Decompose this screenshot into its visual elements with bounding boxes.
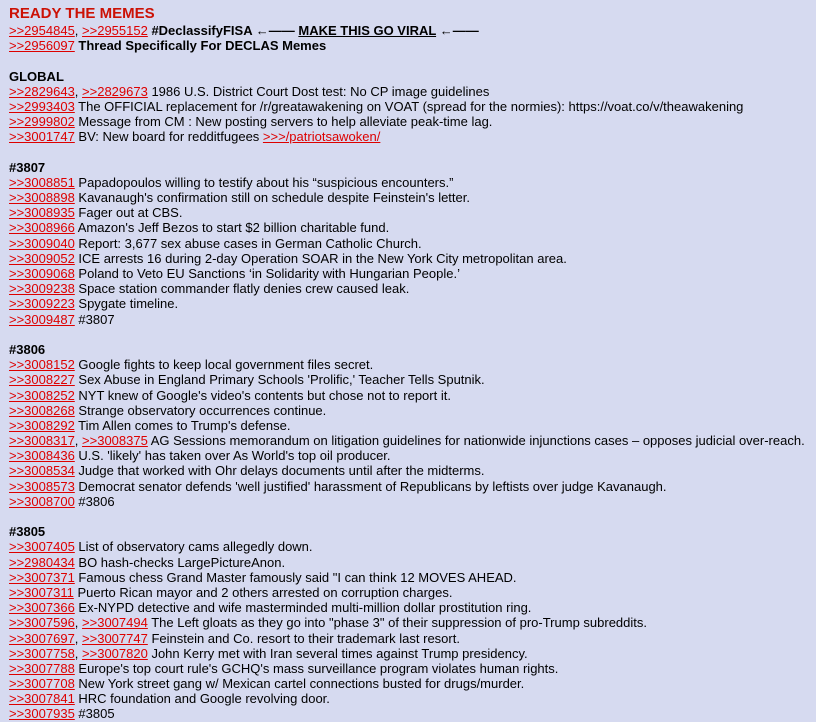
item-text: Europe's top court rule's GCHQ's mass surveillance program violates human rights. [74,660,559,676]
list-item [9,433,816,448]
post-link[interactable]: >>2829673 [82,83,148,99]
list-item [9,539,816,554]
list-item [9,600,816,615]
post-link[interactable]: >>3008700 [9,493,75,509]
board-link[interactable]: >>>/patriotsawoken/ [262,129,381,145]
item-text: List of observatory cams allegedly down. [74,539,313,555]
list-item [9,631,816,646]
list-item [9,129,816,144]
post-link[interactable]: >>3007366 [9,600,75,616]
item-text: Space station commander flatly denies crew caused leak. [74,281,410,297]
item-text: The Left gloats as they go into "phase 3" of their suppression of pro-Trump subreddits. [147,615,648,631]
list-item [9,99,816,114]
post-link[interactable]: >>3008252 [9,387,75,403]
post-link[interactable]: >>3008935 [9,205,75,221]
section-header: #3807 [9,159,46,175]
item-text: NYT knew of Google's video's contents but chose not to report it. [74,387,451,403]
item-text: U.S. 'likely' has taken over As World's top oil producer. [74,448,391,464]
item-text: John Kerry met with Iran several times against Trump presidency. [147,645,528,661]
post-link[interactable]: >>2999802 [9,114,75,130]
list-item [9,114,816,129]
declas-thread-line [9,38,816,53]
post-link[interactable]: >>3007758 [9,645,75,661]
item-text: Ex-NYPD detective and wife masterminded multi-million dollar prostitution ring. [74,600,532,616]
post-link[interactable]: >>3007311 [9,584,74,600]
post-link[interactable]: >>3007405 [9,539,75,555]
list-item [9,570,816,585]
post-link[interactable]: >>3007747 [82,630,148,646]
item-text: New York street gang w/ Mexican cartel connections busted for drugs/murder. [74,676,525,692]
list-item [9,615,816,630]
post-link[interactable]: >>3009068 [9,266,75,281]
post-link[interactable]: >>3007841 [9,691,75,707]
post-link[interactable]: >>2954845 [9,23,75,38]
list-item [9,205,816,220]
list-item [9,220,816,235]
post-link[interactable]: >>3007708 [9,676,75,692]
post-link[interactable]: >>3007820 [82,645,148,661]
post-link[interactable]: >>3009223 [9,296,75,312]
item-text: 1986 U.S. District Court Dost test: No CP image guidelines [147,83,490,99]
arrow-right: ←—— [436,23,479,38]
post-link[interactable]: >>2956097 [9,38,75,54]
post-link[interactable]: >>3008152 [9,357,75,373]
post-link[interactable]: >>2829643 [9,83,75,99]
post-link[interactable]: >>3007371 [9,569,75,585]
item-text: Sex Abuse in England Primary Schools 'Prolific,' Teacher Tells Sputnik. [74,372,485,388]
item-text: Poland to Veto EU Sanctions ‘in Solidarity with Hungarian People.’ [74,266,460,281]
list-item [9,448,816,463]
list-item [9,372,816,387]
post-link[interactable]: >>3008292 [9,417,75,433]
item-text: Judge that worked with Ohr delays documents until after the midterms. [74,463,485,479]
item-text: Spygate timeline. [74,296,179,312]
declassify-line [9,23,816,38]
link-separator: , [74,615,83,631]
item-text: Famous chess Grand Master famously said "I can think 12 MOVES AHEAD. [74,569,517,585]
list-item [9,418,816,433]
blank-line [9,509,816,524]
item-text: The OFFICIAL replacement for /r/greatawakening on VOAT (spread for the normies): https://voat.co/v/theawakening [74,98,744,114]
item-text: HRC foundation and Google revolving door. [74,691,330,707]
post-link[interactable]: >>3001747 [9,129,75,145]
post-link[interactable]: >>3008534 [9,463,75,479]
list-item [9,646,816,661]
link-separator: , [74,23,83,38]
item-text: BO hash-checks LargePictureAnon. [74,554,286,570]
notables-list [9,53,816,721]
list-item [9,479,816,494]
blank-line [9,53,816,68]
link-separator: , [74,630,83,646]
post-link[interactable]: >>3007697 [9,630,75,646]
item-text: Strange observatory occurrences continue. [74,402,327,418]
item-text: Message from CM : New posting servers to help alleviate peak-time lag. [74,114,493,130]
post-link[interactable]: >>3008573 [9,478,75,494]
list-item [9,84,816,99]
list-item [9,691,816,706]
list-item [9,175,816,190]
item-text: Papadopoulos willing to testify about his “suspicious encounters.” [74,174,454,190]
item-text: Report: 3,677 sex abuse cases in German Catholic Church. [74,235,422,251]
list-item [9,661,816,676]
post-link[interactable]: >>3008375 [82,433,148,449]
list-item [9,403,816,418]
list-item [9,388,816,403]
post-link[interactable]: >>3009052 [9,250,75,266]
list-item [9,463,816,478]
list-item [9,706,816,721]
post-link[interactable]: >>3007494 [82,615,148,631]
list-item [9,585,816,600]
list-item [9,296,816,311]
post-link[interactable]: >>3008317 [9,433,75,449]
post-link[interactable]: >>3008898 [9,190,75,206]
item-text: Amazon's Jeff Bezos to start $2 billion charitable fund. [74,220,390,236]
list-item [9,312,816,327]
item-text: Google fights to keep local government files secret. [74,357,374,373]
post-link[interactable]: >>3008268 [9,402,75,418]
section-header: #3805 [9,524,46,540]
item-text: ICE arrests 16 during 2-day Operation SOAR in the New York City metropolitan area. [74,250,567,266]
blank-line [9,145,816,160]
link-separator: , [74,83,83,99]
list-item [9,281,816,296]
post-link[interactable]: >>3008851 [9,174,75,190]
post-link[interactable]: >>2993403 [9,98,75,114]
list-item [9,190,816,205]
section-header: #3806 [9,341,46,357]
item-text: BV: New board for redditfugees [74,129,263,145]
link-separator: , [74,645,83,661]
item-text: #3805 [74,706,115,722]
item-text: #3807 [74,311,115,327]
post-link[interactable]: >>3007935 [9,706,75,722]
post-link[interactable]: >>3008966 [9,220,75,236]
item-text: Puerto Rican mayor and 2 others arrested on corruption charges. [73,584,453,600]
list-item [9,494,816,509]
list-item [9,357,816,372]
hashtag-text: #DeclassifyFISA [147,23,256,38]
post-link[interactable]: >>3008436 [9,448,75,464]
list-item [9,236,816,251]
item-text: Democrat senator defends 'well justified' harassment of Republicans by leftists over judge Kavanaugh. [74,478,667,494]
item-text: Tim Allen comes to Trump's defense. [74,417,291,433]
post-link[interactable]: >>3009040 [9,235,75,251]
list-item [9,266,816,281]
post-link[interactable]: >>3007596 [9,615,75,631]
post-link[interactable]: >>3007788 [9,660,75,676]
item-text: Fager out at CBS. [74,205,183,221]
list-item [9,555,816,570]
viral-text: MAKE THIS GO VIRAL [298,23,437,38]
post-link[interactable]: >>2955152 [82,23,148,38]
post-link[interactable]: >>3009487 [9,311,75,327]
item-text: AG Sessions memorandum on litigation guidelines for nationwide injunctions cases – opposes judicial over-reach. [147,433,805,449]
blank-line [9,327,816,342]
arrow-left: ←—— [255,23,299,38]
item-text: Kavanaugh's confirmation still on schedule despite Feinstein's letter. [74,190,470,206]
post-link[interactable]: >>3008227 [9,372,75,388]
post-link[interactable]: >>2980434 [9,554,75,570]
item-text: Feinstein and Co. resort to their trademark last resort. [147,630,460,646]
section-header: GLOBAL [9,68,64,84]
list-item [9,676,816,691]
item-text: #3806 [74,493,115,509]
link-separator: , [74,433,83,449]
declas-thread-text: Thread Specifically For DECLAS Memes [74,38,327,54]
post-link[interactable]: >>3009238 [9,281,75,297]
post-title: READY THE MEMES [9,5,155,22]
list-item [9,251,816,266]
